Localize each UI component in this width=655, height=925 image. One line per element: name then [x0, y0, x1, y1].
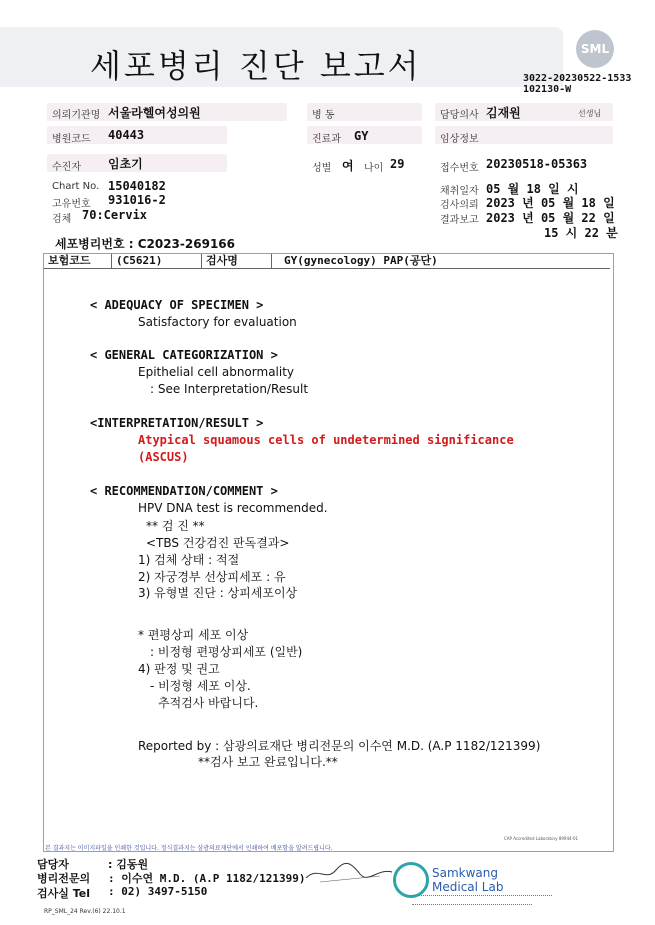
- signature-icon: [300, 856, 400, 888]
- sex-value: 여: [342, 159, 354, 173]
- age-value: 29: [390, 157, 405, 171]
- test-name-value: GY(gynecology) PAP(공단): [284, 254, 438, 267]
- cap-accreditation: CAP Accredited Laboratory 89944-01: [504, 836, 579, 841]
- examinee-value: 임초기: [108, 157, 143, 171]
- dept-label: 진료과: [312, 134, 341, 145]
- reported-by: Reported by : 삼광의료재단 병리전문의 이수연 M.D. (A.P 1182/121399): [138, 739, 541, 753]
- unique-no-label: 고유번호: [52, 199, 91, 210]
- institution-value: 서울라헬여성의원: [108, 106, 201, 120]
- rec-line-11: 추적검사 바랍니다.: [158, 696, 259, 710]
- doctor-label: 담당의사: [440, 110, 479, 121]
- specimen-value: 70:Cervix: [82, 208, 148, 222]
- insurance-code-value: (C5621): [112, 254, 202, 268]
- sex-label: 성별: [312, 163, 332, 174]
- general-text-1: Epithelial cell abnormality: [138, 365, 295, 379]
- manager-label: 담당자: [37, 858, 69, 871]
- rec-line-8: : 비정형 편평상피세포 (일반): [150, 645, 303, 659]
- collect-date-label: 채취일자: [440, 186, 479, 197]
- lab-tel-label: 검사실 Tel: [37, 887, 90, 900]
- footer-note: 본 결과지는 이미지파일을 인쇄한 것입니다. 정식결과지는 삼광의료재단에서 인쇄하여 배포함을 알려드립니다.: [45, 845, 333, 852]
- test-name-label: 검사명: [202, 254, 272, 268]
- report-id-line2: 102130-W: [523, 84, 572, 95]
- request-date-value: 2023 년 05 월 18 일: [486, 196, 615, 210]
- institution-label: 의뢰기관명: [52, 110, 101, 121]
- lab-address: [412, 895, 552, 899]
- interpretation-text-2: (ASCUS): [138, 450, 189, 464]
- rec-line-4: 1) 검체 상태 : 적절: [138, 553, 240, 567]
- sml-logo-icon: SML: [576, 30, 614, 68]
- lab-name-1: Samkwang: [432, 866, 498, 880]
- general-heading: < GENERAL CATEGORIZATION >: [90, 348, 278, 362]
- manager-value: : 김동원: [108, 858, 149, 871]
- collect-date-value: 05 월 18 일 시: [486, 182, 579, 196]
- ward-label: 병 동: [312, 110, 335, 121]
- doctor-value: 김재원: [486, 106, 521, 120]
- report-id-line1: 3022-20230522-1533: [523, 73, 632, 84]
- general-text-2: : See Interpretation/Result: [150, 382, 309, 396]
- request-date-label: 검사의뢰: [440, 200, 479, 211]
- receipt-label: 접수번호: [440, 163, 479, 174]
- rec-line-5: 2) 자궁경부 선상피세포 : 유: [138, 570, 286, 584]
- pathologist-value: : 이수연 M.D. (A.P 1182/121399): [108, 872, 306, 885]
- report-date-label: 결과보고: [440, 215, 479, 226]
- pathology-number: 세포병리번호 : C2023-269166: [55, 237, 235, 251]
- age-label: 나이: [364, 163, 384, 174]
- rec-line-3: <TBS 건강검진 판독결과>: [146, 536, 290, 550]
- interpretation-heading: <INTERPRETATION/RESULT >: [90, 416, 264, 430]
- form-code: RP_SML_24 Rev.(6) 22.10.1: [44, 908, 126, 915]
- interpretation-text-1: Atypical squamous cells of undetermined significance: [138, 433, 514, 447]
- rec-line-7: * 편평상피 세포 이상: [138, 628, 249, 642]
- adequacy-text: Satisfactory for evaluation: [138, 315, 297, 329]
- pathologist-label: 병리전문의: [37, 872, 91, 885]
- test-code-bar: [44, 254, 610, 269]
- hospital-code-label: 병원코드: [52, 134, 91, 145]
- samkwang-logo-icon: [393, 862, 429, 898]
- receipt-value: 20230518-05363: [486, 157, 588, 171]
- report-date-value: 2023 년 05 월 22 일: [486, 211, 615, 225]
- report-complete: **검사 보고 완료입니다.**: [198, 755, 338, 769]
- hospital-code-value: 40443: [108, 128, 145, 142]
- recommendation-heading: < RECOMMENDATION/COMMENT >: [90, 484, 278, 498]
- specimen-label: 검체: [52, 214, 72, 225]
- lab-tel-value: : 02) 3497-5150: [108, 885, 208, 898]
- rec-line-1: HPV DNA test is recommended.: [138, 501, 328, 515]
- lab-name-2: Medical Lab: [432, 880, 504, 894]
- dept-value: GY: [354, 129, 369, 143]
- doctor-suffix: 선생님: [578, 109, 602, 118]
- adequacy-heading: < ADEQUACY OF SPECIMEN >: [90, 298, 264, 312]
- lab-contact: [412, 904, 532, 908]
- rec-line-9: 4) 판정 및 권고: [138, 662, 220, 676]
- rec-line-6: 3) 유형별 진단 : 상피세포이상: [138, 586, 298, 600]
- rec-line-2: ** 검 진 **: [146, 519, 205, 533]
- examinee-label: 수진자: [52, 162, 81, 173]
- report-time-value: 15 시 22 분: [544, 226, 618, 240]
- insurance-code-label: 보험코드: [44, 254, 112, 268]
- rec-line-10: - 비정형 세포 이상.: [150, 679, 251, 693]
- unique-no-value: 931016-2: [108, 193, 166, 207]
- chart-no-label: Chart No.: [52, 181, 100, 192]
- chart-no-value: 15040182: [108, 179, 166, 193]
- clinical-info-label: 임상정보: [440, 134, 479, 145]
- report-title: 세포병리 진단 보고서: [90, 47, 422, 85]
